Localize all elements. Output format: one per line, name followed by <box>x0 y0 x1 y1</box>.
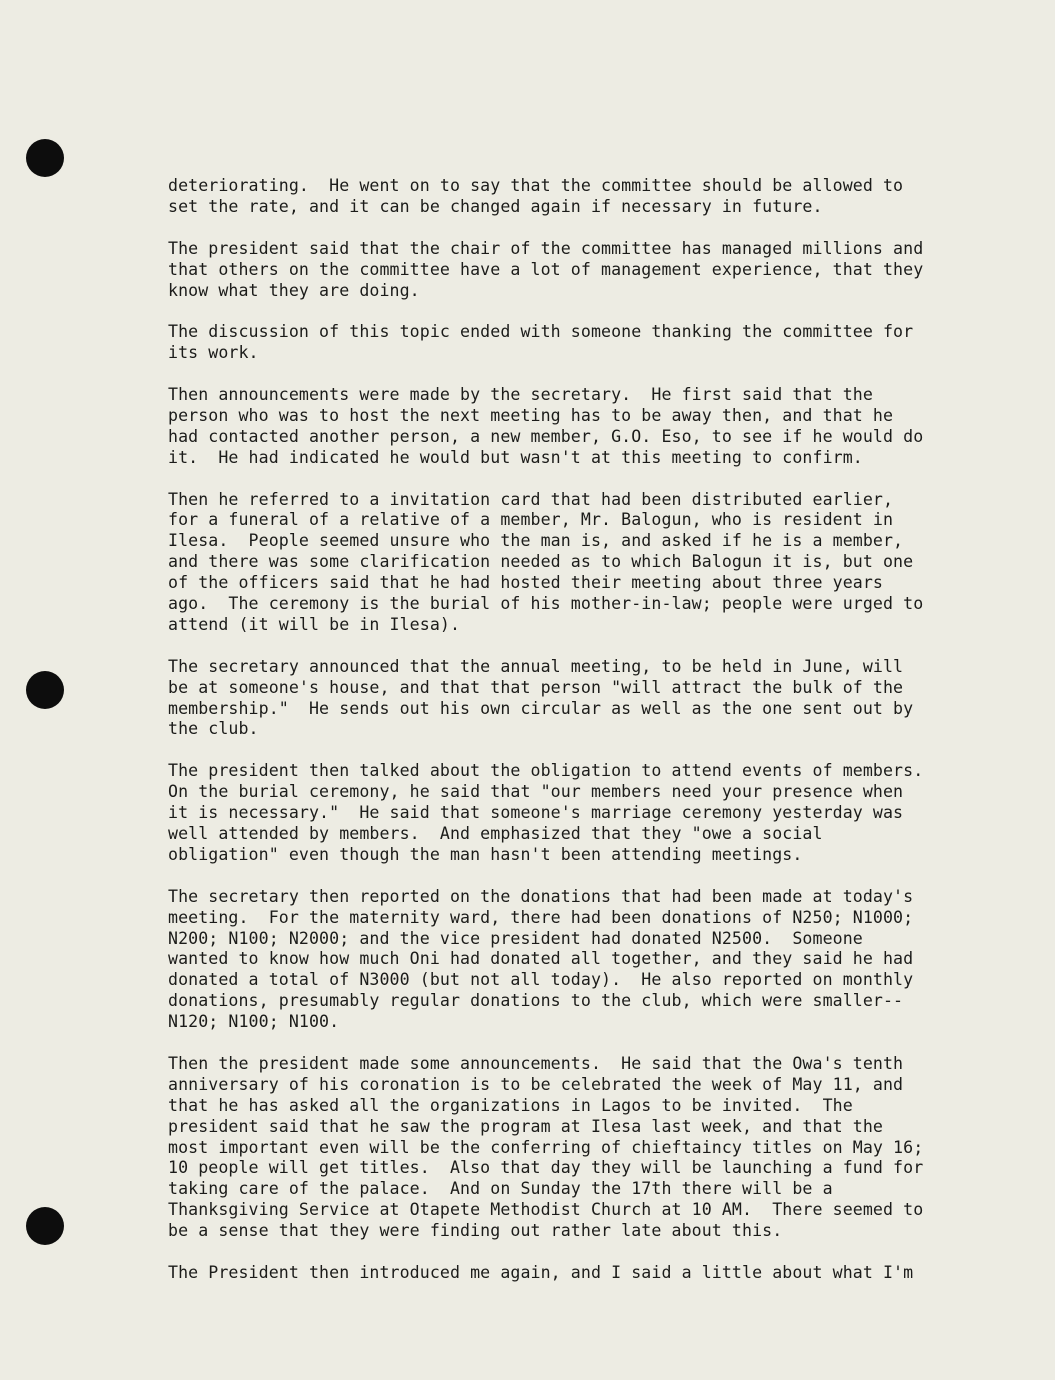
paragraph-introduction: The President then introduced me again, and I said a little about what I'm <box>168 1262 914 1282</box>
paragraph-donations: The secretary then reported on the donations that had been made at today's meeting. For the maternity ward, there had been donations of N250; N1000; N200; N100; N2000; and the vice president had donated N2500. Someone wanted to know how much Oni had donated all together, and they said he had donated a total of N3000 (but not all today). He also reported on monthly donations, presumably regular donations to the club, which were smaller-- N120; N100; N100. <box>168 886 914 1032</box>
paragraph-annual-meeting: The secretary announced that the annual meeting, to be held in June, will be at someone's house, and that that person "will attract the bulk of the membership." He sends out his own circular as well as the one sent out by the club. <box>168 656 914 739</box>
document-body <box>168 176 958 1284</box>
paragraph-discussion-ended: The discussion of this topic ended with someone thanking the committee for its work. <box>168 322 914 363</box>
punch-hole-top <box>26 139 64 177</box>
paragraph-funeral-invitation: Then he referred to a invitation card that had been distributed earlier, for a funeral of a relative of a member, Mr. Balogun, who is resident in Ilesa. People seemed unsure who the man is, and asked if he is a member, and there was some clarification needed as to which Balogun it is, but one of the officers said that he had hosted their meeting about three years ago. The ceremony is the burial of his mother-in-law; people were urged to attend (it will be in Ilesa). <box>168 489 924 634</box>
paragraph-rate-setting: deteriorating. He went on to say that the committee should be allowed to set the rate, and it can be changed again if necessary in future. <box>168 176 904 216</box>
paragraph-secretary-announcements: Then announcements were made by the secretary. He first said that the person who was to host the next meeting has to be away then, and that he had contacted another person, a new member, G.O. Eso, to see if he would do it. He had indicated he would but wasn't at this meeting to confirm. <box>168 385 924 467</box>
paragraph-president-announcements: Then the president made some announcements. He said that the Owa's tenth anniversary of his coronation is to be celebrated the week of May 11, and that he has asked all the organizations in Lagos to be invited. The president said that he saw the program at Ilesa last week, and that the most important even will be the conferring of chieftaincy titles on May 16; 10 people will get titles. Also that day they will be launching a fund for taking care of the palace. And on Sunday the 17th there will be a Thanksgiving Service at Otapete Methodist Church at 10 AM. There seemed to be a sense that they were finding out rather late about this. <box>168 1053 924 1241</box>
paragraph-committee-experience: The president said that the chair of the committee has managed millions and that others on the committee have a lot of management experience, that they know what they are doing. <box>168 238 924 300</box>
punch-hole-middle <box>26 671 64 709</box>
paragraph-obligation: The president then talked about the obligation to attend events of members. On the burial ceremony, he said that "our members need your presence when it is necessary." He said that someone's marriage ceremony yesterday was well attended by members. And emphasized that they "owe a social obligation" even though the man hasn't been attending meetings. <box>168 761 924 864</box>
punch-hole-bottom <box>26 1207 64 1245</box>
